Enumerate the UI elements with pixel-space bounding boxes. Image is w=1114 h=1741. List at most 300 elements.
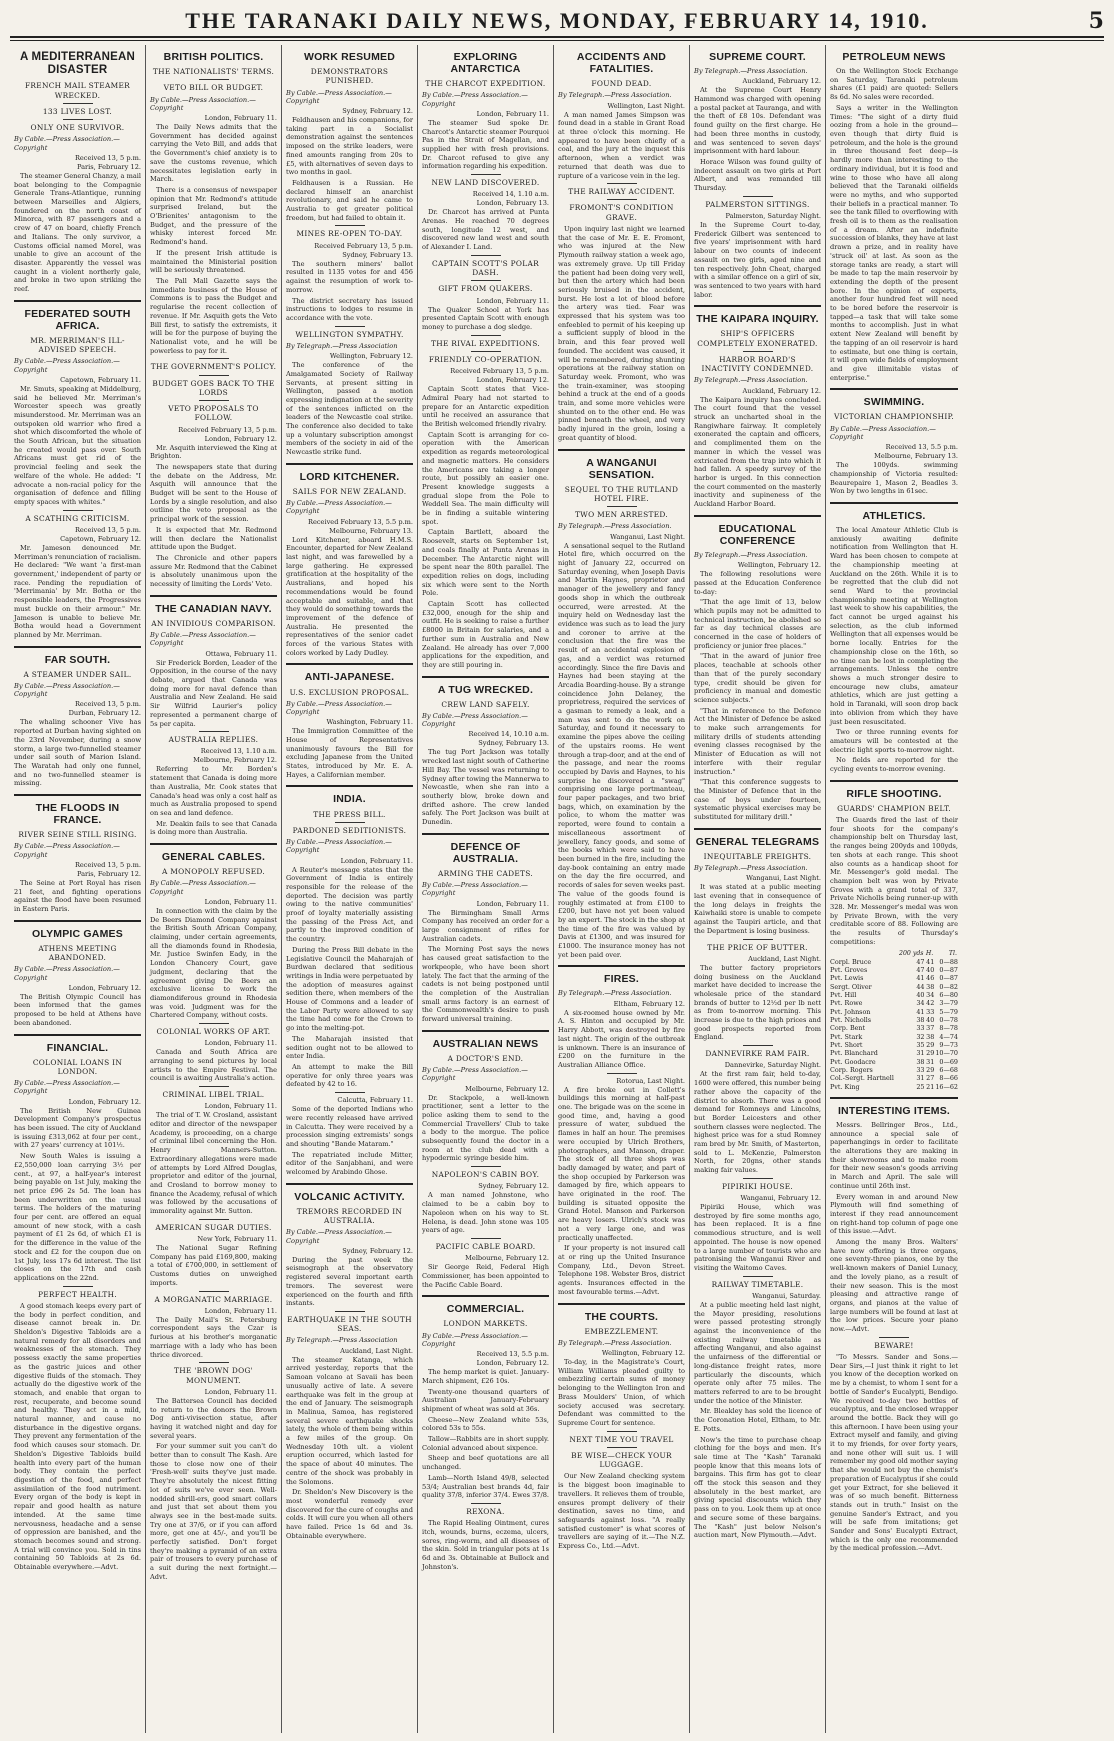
article-paragraph: Feldhausen is a Russian. He declared himself an anarchist revolutionary, and said he came to Australia to get greater political freedom, but had failed to obtain it. [286,178,413,222]
competitor-name: Corpl. Bruce [830,957,872,966]
article-subheading: NEXT TIME YOU TRAVEL [569,1434,674,1444]
place-date: Sydney, February 12. [342,1246,413,1255]
article-subheading: FROMONT'S CONDITION GRAVE. [569,203,674,222]
place-date: London, February 11. [340,856,413,865]
article-divider [199,1291,229,1292]
place-date: London, February 12. [476,1359,549,1368]
article-paragraph: Sir George Reid, Federal High Commissioner, has been appointed to the Pacific Cable Board. [422,1263,549,1289]
article-heading: VOLCANIC ACTIVITY. [294,1190,405,1203]
article-paragraph: The Morning Post says the news has caused great satisfaction to the workpeople, who have been short lately. The fact that the arming of the cadets is not being postponed until the completion of the Australian small arms factory is an earnest of the Commonwealth's desire to push forward universal training. [422,945,549,1024]
place-date: Melbourne, February 13. [329,526,413,535]
received-line: Received 13, 5.5 p.m. [476,1350,549,1359]
table-row [830,1024,958,1032]
article [830,1097,958,1334]
subheading-divider [199,79,229,80]
article-subheading: SEQUEL TO THE RUTLAND HOTEL FIRE. [564,484,679,503]
article [286,663,413,779]
section-rule [14,920,141,922]
article [286,326,413,457]
article-heading: SUPREME COURT. [709,51,806,63]
place-date: Sydney, February 12. [478,1182,549,1191]
dateline: By Cable.—Press Association.—Copyright [422,712,528,729]
article-paragraph: The Pall Mall Gazette says the immediate business of the House of Commons is to pass the Budget and regularise the recent collection of revenue. If Mr. Asquith gets the Veto Bill first, to satisfy the extremists, it will be for the purpose of buying the Nationalist vote, and he will be powerless to pay for it. [150,276,277,355]
table-row [830,1066,958,1074]
article-subheading: TREMORS RECORDED IN AUSTRALIA. [296,1206,403,1226]
article-heading: GENERAL CABLES. [161,851,266,864]
section-rule [422,833,549,835]
score-cell: 29 [926,1065,935,1074]
article-subheading: EMBEZZLEMENT. [584,1326,659,1336]
table-row [830,999,958,1007]
article-paragraph: Captain Scott has collected £32,000, enough for the ship and outfit. He is seeking to raise a further £8000 in Britain for salaries, and a further sum in Australia and New Zealand. He already has over 7,000 applications for the expedition, and they are still pouring in. [422,600,549,669]
column-4 [418,45,554,1733]
article-subheading: A MONOPOLY REFUSED. [161,867,266,877]
column-3 [282,45,418,1733]
score-cell: 42 [926,999,935,1008]
columns [10,45,1104,1733]
article-paragraph: Horace Wilson was found guilty of indecent assault on two girls at Port Albert, and was remanded till Thursday. [694,157,821,193]
newspaper-title: THE TARANAKI DAILY NEWS, MONDAY, FEBRUARY 14, 1910. [185,8,929,33]
article-subheading: THE GOVERNMENT'S POLICY. [150,362,277,372]
article-paragraph: The steamer Sud spoke Dr. Charcot's Antarctic steamer Pourquoi Pas in the Strait of Magellan, and supplied her with fresh provisions. Dr. Charcot refused to give any information regarding his expedition. [422,118,549,171]
article-paragraph: At the Supreme Court Henry Hammond was charged with opening a postal packet at Tauranga, and with the theft of £8 10s. Defendant was found guilty on the first charge. He had been three months in custody, and was sentenced to seven days' imprisonment with hard labour. [694,86,821,156]
place-date: Melbourne, February 12. [193,756,277,765]
page-number: 5 [1088,8,1104,34]
article-heading: FINANCIAL. [46,1041,109,1054]
dateline: By Cable.—Press Association.—Copyright [150,879,256,896]
article-subheading: A MORGANATIC MARRIAGE. [154,1294,273,1304]
article-paragraph: The conference of the Amalgamated Society of Railway Servants, at present sitting in Wellington, passed a motion expressing indignation at the severity of the sentences inflicted on the leaders of the Newcastle coal strike. The conference also decided to take up a voluntary subscription amongst members of the society in aid of the Newcastle strike fund. [286,361,413,457]
column-2 [146,45,282,1733]
place-date: Auckland, Last Night. [340,1346,413,1355]
dateline: By Cable.—Press Association.—Copyright [14,681,120,699]
article-paragraph: The Kaipara inquiry has concluded. The court found that the vessel struck an uncharted shoal in the Rangiwhare fairway. It completely exonerated the captain and officers, and complimented them on the manner in which the vessel was extricated from the trap into which it had fallen. A speedy survey of the harbor is urged. In this connection the court commented on the masterly inactivity and supineness of the Auckland Harbor Board. [694,395,821,509]
score-cell: 0—69 [939,1057,958,1066]
section-rule [14,1034,141,1036]
article-paragraph: In the Supreme Court to-day, Frederick Gilbert was sentenced to five years' imprisonment with hard labour on two counts of indecent assault on two girls, aged nine and ten respectively. John Cheat, charged with a similar offence on a girl of six, was sentenced to two years with hard labor. [694,220,821,299]
dateline: By Telegraph.—Press Association. [558,1338,672,1347]
received-line: Received 13, 5 p.m. [74,153,141,162]
table-row [830,966,958,974]
article-subheading: VETO BILL OR BUDGET. [163,83,264,93]
article [14,51,141,294]
competitor-name: Sergt. Oliver [830,982,872,991]
dateline: By Telegraph.—Press Association. [694,864,808,873]
section-rule [14,646,141,648]
score-cell: 31 [916,1049,925,1058]
place-date: Rotorua, Last Night. [616,1076,685,1085]
place-date: Wanganui, Last Night. [746,874,821,883]
received-line: Received 13, 5 p.m. [74,525,141,534]
score-cell: 0—82 [939,982,958,991]
article-heading: A TUG WRECKED. [437,683,534,696]
place-date: London, February 11. [476,899,549,908]
article [14,510,141,640]
article-paragraph: A fire broke out in Collett's buildings this morning at half-past one. The brigade was on the scene in good time, and, having a good pressure of water, subdued the flames in half an hour. The premises were occupied by Ulrich Brothers, photographers, and Manson, draper. The stock of all three shops was badly damaged by water, and part of the shop occupied by Parkerson was damaged by fire, which appears to have originated in the roof. The building is situated opposite the Grand Hotel. Manson and Parkerson are heavy losers. Ulrich's stock was not a very large one, and was practically unaffected. [558,1085,685,1242]
article-heading: LORD KITCHENER. [299,470,400,483]
article-paragraph: Sheep and beef quotations are all unchanged. [422,1454,549,1472]
article-paragraph: The newspapers state that during the debate on the Address, Mr. Asquith will announce that the Budget will be sent to the House of Lords by a single resolution, and also outline the veto proposal as the principal work of the session. [150,462,277,524]
article-divider [335,1092,365,1093]
article-heading: PETROLEUM NEWS [842,51,946,63]
article-paragraph: A six-roomed house owned by Mr. A. S. Hinton and occupied by Mr. Harry Abbott, was destroyed by fire last night. The origin of the outbreak is unknown. There is an insurance of £200 on the furniture in the Australian Alliance Office. [558,1008,685,1069]
article-paragraph: It was stated at a public meeting last evening that in consequence of the long delays in freights the Kaiwhaiki store is unable to compete against the Taupiri article, and that the Department is losing business. [694,883,821,935]
article-heading: ANTI-JAPANESE. [304,671,395,684]
article-paragraph: At a public meeting held last night, the Mayor presiding, resolutions were passed protesting strongly against the inconvenience of the existing railway timetable as affecting Wanganui, and also against the unfairness of the differential or long-distance freight rates, more particularly the discounts, which operate only after 75 miles. The matters referred to are to be brought under the notice of the Minister. [694,1300,821,1405]
table-row [830,1008,958,1016]
score-cell: 41 [926,957,935,966]
article-subheading: MR. MERRIMAN'S ILL-ADVISED SPEECH. [30,335,125,355]
subheading-divider [471,280,501,281]
article [830,502,958,774]
competitor-name: Corp. Bent [830,1024,866,1033]
article-paragraph: Mr. Bleakley has sold the licence of the Coronation Hotel, Eltham, to Mr. E. Potts. [694,1407,821,1433]
table-row [830,958,958,966]
article [286,1311,413,1541]
article-paragraph: Mr. Smuts, speaking at Middelburg, said he believed Mr. Merriman's Worcester speech was greatly misunderstood. Mr. Merriman was an outspoken old warrior who fired a shot which discomforted the whole of the South African, but the situation he created would pass over. South Africans must get rid of the provincial feeling and seek the welfare of the whole. He added: "I advocate a non-racial policy for the organisation of defence and filling empty spaces with whites." [14,384,141,506]
article-subheading: SAILS FOR NEW ZEALAND. [292,486,407,496]
place-date: Melbourne, February 12. [465,1084,549,1093]
dateline: By Telegraph.—Press Association. [694,376,808,385]
place-date: London, February 11. [204,1306,277,1315]
article-divider [199,358,229,359]
article-heading: INDIA. [333,793,366,806]
place-date: London, February 12. [68,1097,141,1106]
place-date: Wanganui, Saturday. [752,1291,821,1300]
article-paragraph: The Daily Mail's St. Petersburg correspondent says the Czar is furious at his brother's morganatic marriage with a lady who has been thrice divorced. [150,1315,277,1359]
article-subheading: NEW LAND DISCOVERED. [431,178,540,188]
scores-header-blank [830,949,897,958]
article-heading: THE FLOODS IN FRANCE. [35,802,120,827]
article-divider [199,1086,229,1087]
article-paragraph: Dr. Stackpole, a well-known practitioner, sent a letter to the police asking them to send to the Commercial Travellers' Club to take a body to the morgue. The police subsequently found the doctor in a room at the club dead with a hypodermic syringe beside him. [422,1093,549,1163]
article-subheading: VETO PROPOSALS TO FOLLOW. [168,404,259,423]
score-cell: 35 [916,1040,925,1049]
score-cell: 6—80 [939,990,958,999]
article-paragraph: The 100yds. swimming championship of Victoria resulted: Beaurepaire 1, Mason 2, Beadles 3. Won by two lengths in 61sec. [830,461,958,496]
article-paragraph: A good stomach keeps every part of the body in perfect condition, and disease cannot break in. Dr. Sheldon's Digestive Tabloids are a natural remedy for all disorders and weaknesses of the stomach. They possess exactly the same properties as the gastric juices and other digestive fluids of the stomach. They actually do the digestive work of the stomach, and enable that organ to rest, recuperate, and become sound and healthy. They act in a mild, natural manner, and cause no disturbance in the digestive organs. They prevent any fermentation of the food which causes sour stomach. Dr. Sheldon's Digestive Tabloids build health into every part of the human body. They contain the perfect digestion of the food, and perfect assimilation of the food nutriment. Every organ of the body is kept in repair and good health as nature intended. At the same time nervousness, headache and a sense of oppression are banished, and the stomach becomes sound and strong. A trial will convince you. Sold in tins containing 50 Tabloids at 2s 6d. Obtainable everywhere.—Advt. [14,1301,141,1572]
article [150,1291,277,1360]
section-rule [830,780,958,782]
place-date: Wanganui, February 12. [740,1194,821,1203]
article-subheading: PARDONED SEDITIONISTS. [292,825,407,835]
article-heading: EXPLORING ANTARCTICA [450,51,521,76]
article-paragraph: To-day, in the Magistrate's Court, William Williams pleaded guilty to embezzling certain sums of money belonging to the Wellington Iron and Brass Moulders' Union, of which society accused was secretary. Defendant was committed to the Supreme Court for sentence. [558,1358,685,1427]
score-cell: 33 [926,1007,935,1016]
place-date: Wellington, Last Night. [607,101,685,110]
article-divider [199,1219,229,1220]
competitor-name: Pvt. Hill [830,990,857,999]
article-paragraph: Referring to Mr. Borden's statement that Canada is doing more than Australia, Mr. Cook states that Canada's head was only a cost half as much as Australia proposed to spend on sea and land defence. [150,765,277,817]
article-paragraph: Captain Scott is arranging for co-operation with the American expedition as regards meteorological and magnetic matters. He considers the Americans are taking a longer route, but possibly an easier one. Present knowledge suggests a gradual slope from the Pole to Weddell Sea. The main difficulty will be in finding a suitable wintering spot. [422,430,549,526]
scores-header [830,949,958,958]
section-rule [558,449,685,451]
article-heading: OLYMPIC GAMES [32,927,123,940]
place-date: Sydney, February 13. [342,250,413,259]
dateline: By Telegraph.—Press Association [286,341,398,350]
article-paragraph: The district secretary has issued instructions to lodges to resume in accordance with the vote. [286,296,413,322]
article-paragraph: Captain Bartlett, aboard the Roosevelt, starts on September 1st, and coals finally at Punta Arenas in December. The Antarctic night will be spent near the 80th parallel. The expedition relies on dogs, including six which were sent to the North Pole. [422,528,549,598]
article-subheading: RAILWAY TIMETABLE. [711,1279,804,1289]
score-cell: 27 [926,1074,935,1083]
article-paragraph: Says a writer in the Wellington Times: "The sight of a dirty fluid oozing from a hole in the ground—even though that dirty fluid is petroleum, and the hole is the ground in three thousand feet deep—is hardly more than interesting to the ordinary individual, but it is food and wine to those who have all along believed that the Taranaki oilfields were no myths, and who supported their beliefs in a practical manner. To see the tank filled to overflowing with fresh oil is to them as the realisation of a dream. After an indefinite succession of blanks, they have at last drawn a prize, and in reality have 'struck oil' at last. As soon as the storage tanks are ready, a start will be made to tap the main reservoir by extending the depth of the present bore. In the opinion of experts, another four hundred feet will need to be bored before the reservoir is tapped—a task that will take some months to accomplish. Just in what extent New Zealand will benefit by the tapping of an oil reservoir is hard to estimate, but one thing is certain, it will open wide fields of employment and give illimitable vistas of enterprise." [830,103,958,382]
article-heading: DEFENCE OF AUSTRALIA. [450,840,521,865]
score-cell: 32 [916,1032,925,1041]
subheading-divider [743,351,773,352]
score-cell: 8—66 [939,1074,958,1083]
place-date: London, February 11. [204,1387,277,1396]
article-subheading: THE 'BROWN DOG' MONUMENT. [173,1366,254,1385]
score-cell: 38 [926,1032,935,1041]
score-cell: 4—74 [939,1032,958,1041]
article-subheading: EARTHQUAKE IN THE SOUTH SEAS. [287,1314,412,1334]
section-rule [830,1097,958,1099]
article-divider [335,1311,365,1312]
article-paragraph: The Rapid Healing Ointment, cures itch, wounds, burns, eczema, ulcers, sores, ring-worm, and all diseases of the skin. Sold in triangular pots at 1s 6d and 3s. Obtainable at Bullock and Johnston's. [422,1519,549,1571]
score-cell: 33 [916,1024,925,1033]
place-date: London, February 11. [204,1102,277,1111]
article-divider [743,1178,773,1179]
article-heading: A MEDITERRANEAN DISASTER [19,51,136,77]
article-subheading: PALMERSTON SITTINGS. [705,199,810,209]
place-date: Eltham, February 12. [613,999,685,1008]
subheading-divider [607,506,637,507]
article [422,1238,549,1289]
article [14,300,141,507]
article [422,1166,549,1235]
article-subheading: CAPTAIN SCOTT'S POLAR DASH. [432,258,539,278]
article-subheading: THE PRESS BILL. [313,809,386,819]
article-divider [335,225,365,226]
article-heading: COMMERCIAL. [446,1303,525,1316]
article-heading: RIFLE SHOOTING. [846,787,942,800]
article [422,1503,549,1571]
article-paragraph: "That in reference to the Defence Act the Minister of Defence be asked to make such arrangements for military drills of students attending evening classes recognised by the Minister of Education as will not interfere with their regular instruction." [694,706,821,776]
competitor-name: Col.-Sergt. Hartnell [830,1074,894,1083]
subheading-divider [471,351,501,352]
article-heading: GENERAL TELEGRAMS [695,835,820,848]
article-divider [743,1045,773,1046]
masthead [10,8,1104,34]
place-date: London, February 11. [476,109,549,118]
dateline: By Telegraph.—Press Association. [558,91,672,100]
article-subheading: AMERICAN SUGAR DUTIES. [155,1222,272,1232]
article [422,833,549,1024]
article-paragraph: Dr. Charcot has arrived at Punta Arenas. He reached 70 degrees south, longitude 12 west, and discovered new land west and south of Alexander I. Land. [422,208,549,252]
place-date: Paris, February 12. [76,162,141,171]
section-rule [286,785,413,787]
article-paragraph: Mr. Jameson denounced Mr. Merriman's renunciation of racialism. He declared: "We want 'a first-man government,' independent of party or race. Pending the repudiation of 'Merrimania' by Mr. Botha or the responsible leaders, the Progressives must buckle on their armour." Mr. Jameson is unable to believe Mr. Botha would head a Government planned by Mr. Merriman. [14,543,141,639]
place-date: Melbourne, February 12. [465,1254,549,1263]
article-divider [471,1166,501,1167]
article-subheading: INEQUITABLE FREIGHTS. [703,851,812,861]
article-paragraph: "That this conference suggests to the Minister of Defence that in the case of boys under fourteen, systematic physical exercises may be substituted for military drill." [694,778,821,822]
place-date: Capetown, February 12. [60,534,141,543]
article [286,785,413,1089]
article-subheading: VICTORIAN CHAMPIONSHIP. [833,412,955,422]
article-subheading: MINES RE-OPEN TO-DAY. [296,229,403,239]
table-row [830,983,958,991]
score-cell: 47 [916,965,925,974]
article-subheading: THE RIVAL EXPEDITIONS. [430,338,541,348]
section-rule [286,663,413,665]
received-line: Received 14, 1.10 a.m. [472,190,549,199]
article-paragraph: New South Wales is issuing a £2,550,000 loan carrying 3½ per cent., at 97, a half-year's interest being payable on 1st July, making the net price £96 2s 5d. The loan has been underwritten on the usual terms. The holders of the maturing four per cent. are offered an equal amount of new stock, with a cash payment of £1 2s 6d, of which £1 is for the difference in the value of the stock and £2 for the coupon due on 1st July, less 17s 6d interest. The list closes on the 17th and cash applications on the 22nd. [14,1152,141,1282]
article-subheading: GIFT FROM QUAKERS. [438,284,533,294]
score-cell: 34 [916,999,925,1008]
article-divider [607,183,637,184]
score-cell: 5—79 [939,1007,958,1016]
article-heading: EDUCATIONAL CONFERENCE [718,522,797,547]
section-rule [14,300,141,302]
received-line: Received February 13, 5 p.m. [450,367,549,376]
article-subheading: CRIMINAL LIBEL TRIAL. [162,1090,265,1100]
dateline: By Cable.—Press Association.—Copyright [830,424,936,441]
score-cell: 31 [916,1074,925,1083]
article [694,51,821,193]
score-cell: 40 [926,965,935,974]
article-paragraph: Now's the time to purchase cheap clothing for the boys and men. It's sale time at The "Kash" Taranaki people know that this means lots of bargains. This firm has got to clear off the stock this season and they absolutely in the best market, are giving special discounts which they pass on to you. Look them up at once and secure some of these bargains. The "Kash" just below Nelson's auction mart, New Plymouth.—Advt. [694,1435,821,1540]
article-paragraph: The following resolutions were passed at the Education Conference to-day: [694,570,821,596]
place-date: London, February 12. [204,434,277,443]
competitor-name: Pvt. Blanchard [830,1049,878,1058]
article-subheading: U.S. EXCLUSION PROPOSAL. [289,687,410,697]
score-cell: 37 [926,1024,935,1033]
article-paragraph: The Birmingham Small Arms Company has received an order for a large consignment of rifles for Australian cadets. [422,908,549,943]
article-divider [471,335,501,336]
score-cell: 16—62 [935,1082,958,1091]
article-paragraph: Messrs. Bellringer Bros., Ltd., announce a special sale of paperhangings in order to facilitate the alterations they are making in their showrooms and to make room for their new season's goods arriving in March and April. The sale will continue until 26th inst. [830,1120,958,1190]
score-cell: 41 [916,974,925,983]
article-heading: INTERESTING ITEMS. [837,1104,951,1117]
place-date: Auckland, February 12. [742,77,821,86]
article-paragraph: Every woman in and around New Plymouth will find something of interest if they read announcement on right-hand top column of page one of this issue.—Advt. [830,1192,958,1236]
article [830,1337,958,1553]
article-paragraph: For your summer suit you can't do better than to consult The Kash. Are those to close now one of their 'Fresh-well' suits they've just made. They're absolutely the nicest fitting lot of suits we've ever seen. Well-nodded shrill-ers, good smart collars and just that set about them you always see in the best-made suits. Try one at 37/6, or if you can afford more, get one at 45/-, and you'll be perfectly satisfied. Don't forget they're making a pyramid of an extra pair of trousers to every purchase of a suit during the next fortnight.—Advt. [150,1442,277,1581]
article-subheading: COLONIAL LOANS IN LONDON. [32,1057,123,1076]
article-subheading: TWO MEN ARRESTED. [574,510,669,520]
article-divider [471,255,501,256]
place-date: London, February 11. [204,897,277,906]
article-paragraph: The Immigration Committee of the House of Representatives unanimously favours the Bill for excluding Japanese from the United States, introduced by Mr. E. A. Hayes, a Californian member. [286,727,413,779]
article-paragraph: The steamer Katanga, which arrived yesterday, reports that the Samoan volcano at Savaii has been unusually active of late. A severe earthquake was felt in the group at the end of January. The seismograph in Malinua, Samoa, has registered several severe earthquake shocks lately, the whole of them being within a few miles of the group. On Wednesday 10th ult. a violent eruption occurred, which lasted for the space of about 40 minutes. The centre of the shock was probably in the Solomons. [286,1355,413,1486]
article-subheading: A DOCTOR'S END. [447,1053,524,1063]
article-subheading: THE CHARCOT EXPEDITION. [425,79,546,89]
article-paragraph: The steamer General Chanzy, a mail boat belonging to the Compagnie Generale Trans-Atlantique, running between Marseilles and Algiers, foundered on the north coast of Minorca, with 87 passengers and a crew of 47 on board, chiefly French and Italians. The only survivor, a Customs official named Morel, was unable to give an account of the disaster. Apparently the vessel was caught in a violent northerly gale, and broke in two upon striking the reef. [14,171,141,294]
place-date: Wanganui, Last Night. [610,532,685,541]
article-paragraph: Feldhausen and his companions, for taking part in a Socialist demonstration against the sentences imposed on the strike leaders, were fined amounts ranging from 20s to £5, with alternatives of seven days to two months in gaol. [286,116,413,177]
article-subheading: DEMONSTRATORS PUNISHED. [310,67,389,86]
article-subheading: A SCATHING CRITICISM. [25,513,130,523]
place-date: London, February 11. [476,296,549,305]
article-divider [471,1238,501,1239]
section-rule [286,463,413,465]
score-cell: 10—70 [935,1049,958,1058]
article-heading: ATHLETICS. [862,509,926,522]
article-paragraph: If your property is not insured call at or ring up the United Insurance Company, Ltd., Devon Street. Telephone 198. Webster Bros, district agents. Insurances effected in the most favourable terms.—Advt. [558,1244,685,1296]
score-cell: 38 [916,1057,925,1066]
article-paragraph: An attempt to make the Bill operative for only three years was defeated by 42 to 16. [286,1062,413,1089]
article-subheading: AUSTRALIA REPLIES. [168,735,259,745]
article-paragraph: The local Amateur Athletic Club is anxiously awaiting definite notification from Wellington that H. Ward has been chosen to compete at the championship meeting at Auckland on the 26th. While it is to be regretted that the club did not send Ward to the provincial championship meeting at Wellington last week to show his capabilities, the fact cannot be urged against his selection, as the club informed Wellington that all expenses would be borne locally. Entries for the championship close on the 16th, so no time can be lost in completing the arrangements. Unless the centre shows a much stronger desire to encourage new clubs, amateur athletics, which are just getting a hold in Taranaki, will soon drop back into oblivion from which they have just been resuscitated. [830,526,958,726]
competitor-name: Pvt. Rowe [830,999,863,1008]
article-subheading: THE RAILWAY ACCIDENT. [568,187,675,197]
subheading-divider [63,103,93,104]
article [558,1073,685,1297]
column-6 [690,45,826,1733]
score-cell: 40 [926,1015,935,1024]
article-paragraph: The Seine at Port Royal has risen 21 feet, and fighting operations against the flood have been resumed in Eastern Paris. [14,878,141,914]
article-divider [743,196,773,197]
article-paragraph: The hemp market is quiet. January-March shipment, £26 10s. [422,1368,549,1385]
place-date: London, February 12. [476,376,549,385]
section-rule [558,965,685,967]
dateline: By Telegraph.—Press Association. [694,67,808,76]
article-divider [199,731,229,732]
received-line: Received 14, 10.10 a.m. [468,730,549,739]
dateline: By Cable.—Press Association.—Copyright [14,842,120,859]
dateline: By Cable.—Press Association.—Copyright [286,499,392,516]
article-heading: THE COURTS. [584,1310,659,1323]
competitor-name: Pvt. Goodacre [830,1057,876,1066]
article [558,183,685,442]
article-heading: THE KAIPARA INQUIRY. [696,313,819,326]
article [422,51,549,171]
table-row [830,974,958,982]
section-rule [694,828,821,830]
article-heading: A WANGANUI SENSATION. [586,456,657,481]
score-cell: 38 [926,982,935,991]
article [286,51,413,222]
article [830,780,958,1091]
received-line: Received February 13, 5 p.m. [314,241,413,250]
place-date: London, February 11. [204,114,277,123]
place-date: London, February 12. [68,983,141,992]
section-rule [422,1295,549,1297]
article-subheading: PACIFIC CABLE BOARD. [435,1241,536,1251]
place-date: New York, February 11. [197,1235,277,1244]
dateline: By Telegraph.—Press Association. [558,989,672,998]
article-heading: THE CANADIAN NAVY. [155,602,272,615]
article-divider [471,1503,501,1504]
place-date: Dannevirke, Saturday Night. [724,1061,821,1070]
dateline: By Cable.—Press Association.—Copyright [422,91,528,108]
article-paragraph: "To Messrs. Sander and Sons.—Dear Sirs,—I just think it right to let you know of the deception worked on me by a chemist, to whom I sent for a bottle of Sander's Eucalypti, Bendigo. We received to-day two bottles of eucalyptus, and the enclosed wrapper around the bottle. Back they will go this afternoon. I have been using your Extract myself and family, and giving it to my friends, for over forty years, and none other will suit us. I will remember my good old mother saying that she would not buy the chemist's preparation of Eucalyptus if she could get your Extract, for she believed it was of so much benefit. Bitterness stands out in truth." Insist on the genuine Sander's Extract, and you will be safe from imitations; get Sander and Sons' Eucalypti Extract, which is the only one recommended by the medical profession.—Advt. [830,1353,958,1553]
article [694,1045,821,1175]
article-subheading: SHIP'S OFFICERS COMPLETELY EXONERATED. [697,329,818,348]
subheading-divider [607,1447,637,1448]
article-subheading: AN INVIDIOUS COMPARISON. [151,618,276,628]
article [14,920,141,1028]
competitor-name: Pvt. Nicholls [830,1015,872,1024]
article-paragraph: There is a consensus of newspaper opinion that Mr. Redmond's attitude surprised Ireland, but the O'Brienites' antagonism to the Budget, and the pressure of the whisky interest forced Mr. Redmond's hand. [150,185,277,247]
section-rule [558,1303,685,1305]
competitor-name: Pvt. Stark [830,1032,863,1041]
score-cell: 46 [926,974,935,983]
place-date: Melbourne, February 13. [874,452,958,461]
article-heading: BRITISH POLITICS. [163,51,264,63]
article-paragraph: Cheese—New Zealand white 53s, colored 53s to 55s. [422,1415,549,1433]
article-subheading: ARMING THE CADETS. [437,868,534,878]
article [558,965,685,1069]
article-heading: ACCIDENTS AND FATALITIES. [576,51,667,76]
subheading-divider [63,119,93,120]
article-paragraph: The Quaker School at York has presented Captain Scott with enough money to purchase a dog sledge. [422,305,549,331]
article-paragraph: A man named Johnstone, who claimed to be a cabin boy to Napoleon when on his way to St. Helena, is dead. John stone was 105 years of age. [422,1191,549,1235]
received-line: Received 13, 5.5 p.m. [885,443,958,452]
article-heading: FIRES. [603,973,640,986]
article-paragraph: In connection with the claim by the De Beers Diamond Company against the British South African Company, claiming, under certain agreements, all the diamonds found in Rhodesia, Mr. Justice Swinfen Eady, in the London Chancery Court, gave judgment, declaring that the agreement giving De Beers an exclusive license to work the diamondiferous ground in Rhodesia was void. Judgment was for the Chartered Company, without costs. [150,906,277,1020]
